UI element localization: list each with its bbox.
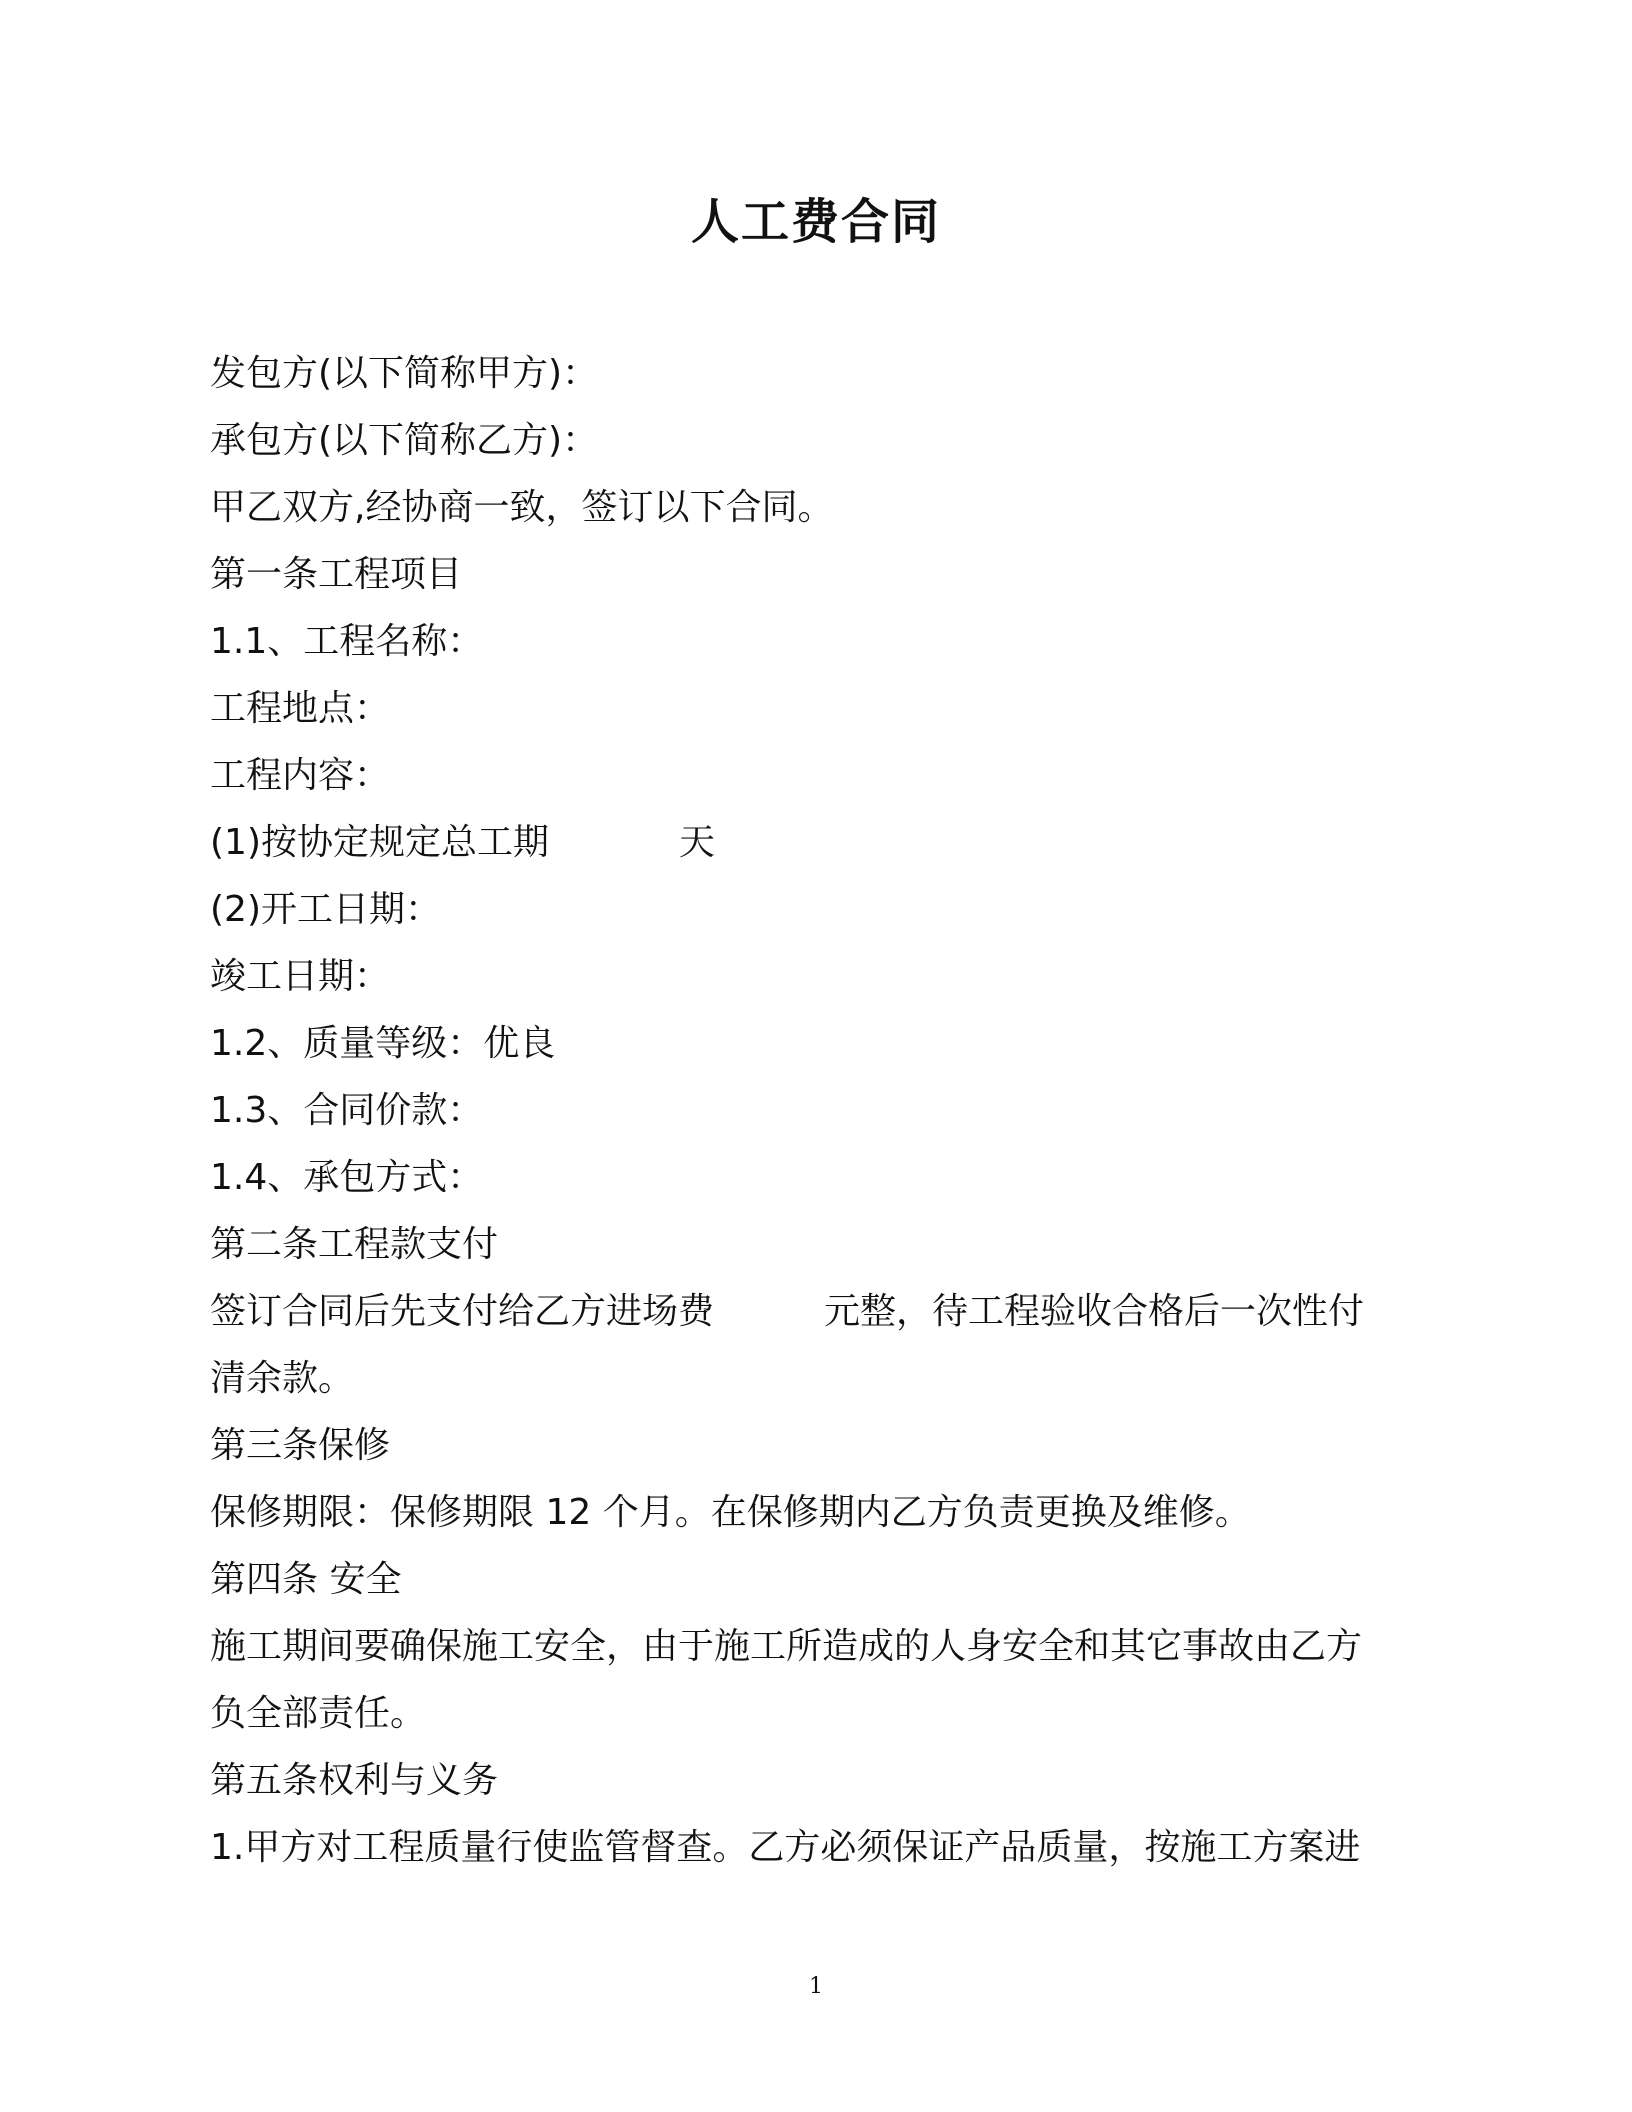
- document-title: 人工费合同: [690, 194, 941, 250]
- payment-line: [210, 1278, 1390, 1345]
- article-4-heading: 第四条 安全: [210, 1559, 402, 1600]
- contract-price-line: 1.3、合同价款：: [210, 1090, 484, 1131]
- days-unit: 天: [679, 822, 716, 863]
- quality-grade-line: 1.2、质量等级：优良: [210, 1023, 556, 1064]
- project-name-line: 1.1、工程名称：: [210, 621, 484, 662]
- document-body: [210, 340, 1390, 1881]
- party-b-line: 承包方(以下简称乙方)：: [210, 420, 599, 461]
- party-a-line: 发包方(以下简称甲方)：: [210, 353, 599, 394]
- safety-line: 施工期间要确保施工安全，由于施工所造成的人身安全和其它事故由乙方: [210, 1626, 1363, 1667]
- article-3-heading: 第三条保修: [210, 1425, 391, 1466]
- agreement-intro: 甲乙双方,经协商一致，签订以下合同。: [210, 487, 834, 528]
- article-1-heading: 第一条工程项目: [210, 554, 463, 595]
- page-number: 1: [809, 1974, 823, 1999]
- payment-line-start: 签订合同后先支付给乙方进场费: [210, 1291, 715, 1332]
- payment-line-end: 元整，待工程验收合格后一次性付: [824, 1291, 1365, 1332]
- start-date-line: (2)开工日期：: [210, 889, 441, 930]
- completion-date-line: 竣工日期：: [210, 956, 391, 997]
- rights-duties-line: 1.甲方对工程质量行使监管督查。乙方必须保证产品质量，按施工方案进: [210, 1827, 1361, 1868]
- project-location-line: 工程地点：: [210, 688, 391, 729]
- project-content-line: 工程内容：: [210, 755, 391, 796]
- article-2-heading: 第二条工程款支付: [210, 1224, 499, 1265]
- payment-line-continued: 清余款。: [210, 1358, 355, 1399]
- article-5-heading: 第五条权利与义务: [210, 1760, 499, 1801]
- warranty-line: 保修期限：保修期限 12 个月。在保修期内乙方负责更换及维修。: [210, 1492, 1251, 1533]
- total-duration-label: (1)按协定规定总工期: [210, 822, 549, 863]
- safety-line-continued: 负全部责任。: [210, 1693, 427, 1734]
- contract-method-line: 1.4、承包方式：: [210, 1157, 484, 1198]
- total-duration-line: [210, 809, 1390, 876]
